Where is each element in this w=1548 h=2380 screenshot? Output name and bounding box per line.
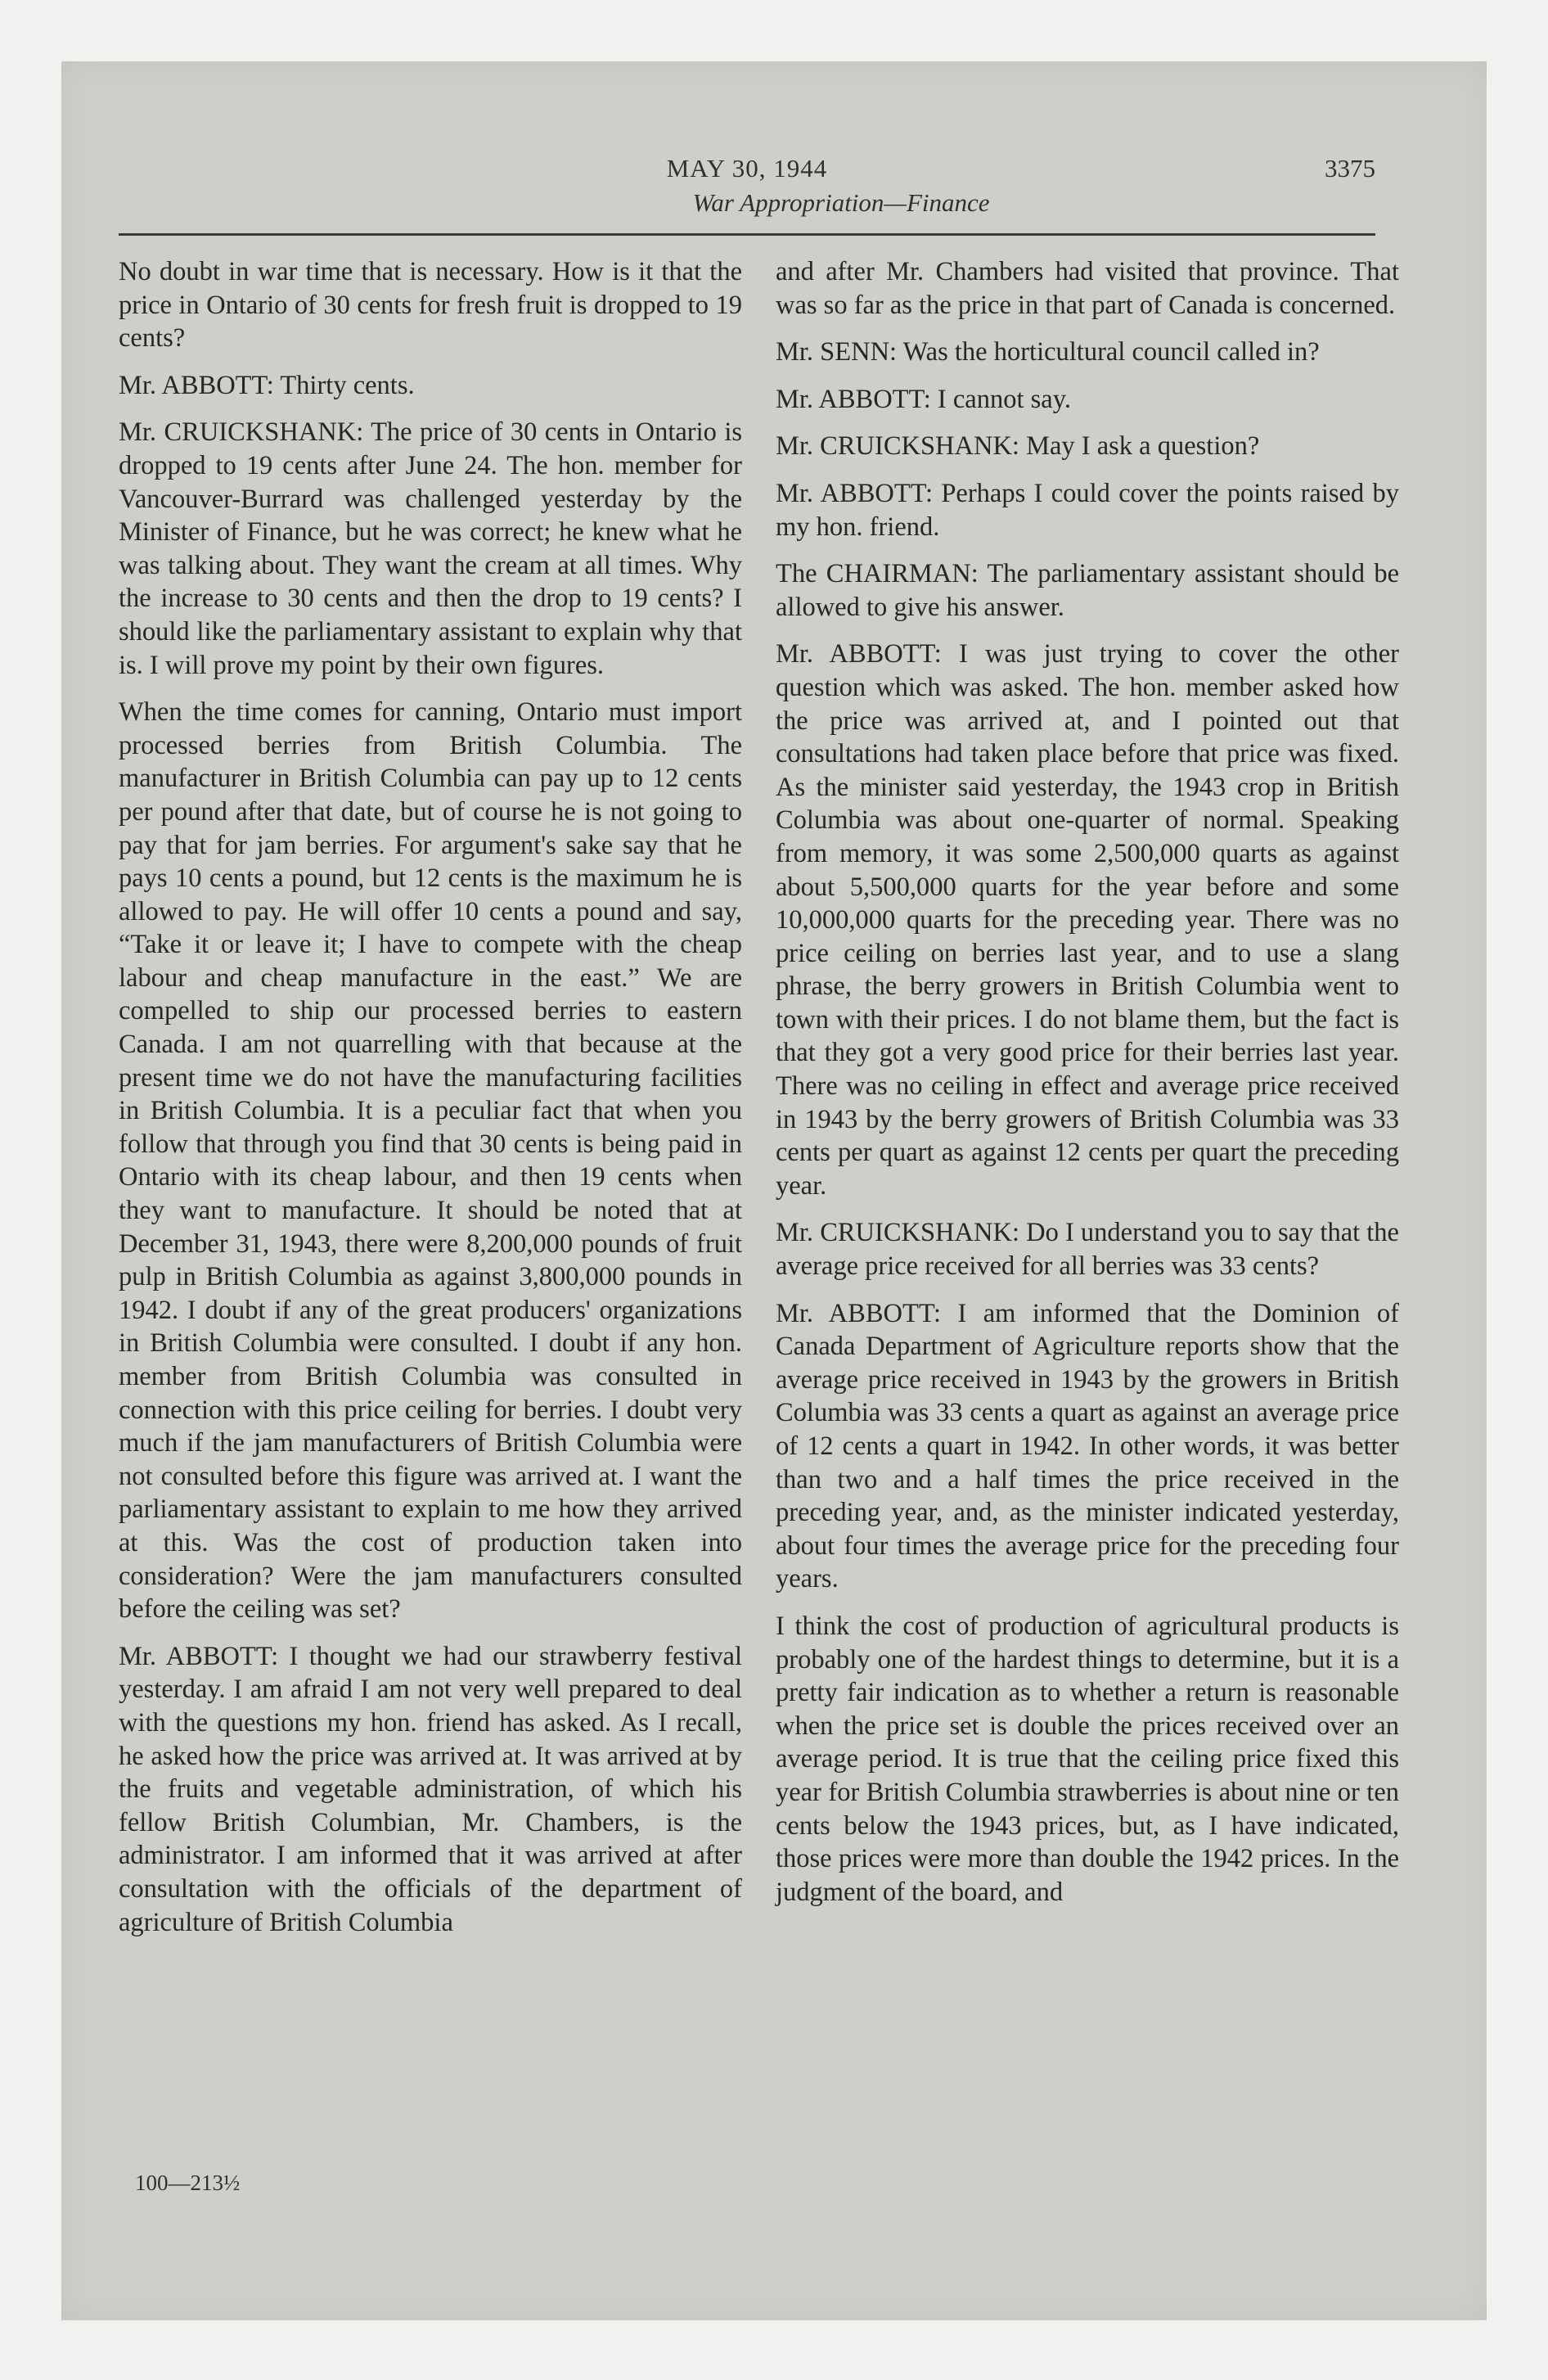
paragraph: No doubt in war time that is necessary. How is it that the price in Ontario of 30 cents for fresh fruit is dropped to 19 cents? — [119, 257, 742, 354]
paragraph: and after Mr. Chambers had visited that province. That was so far as the price in that part of Canada is concerned. — [776, 257, 1399, 320]
paragraph: Mr. ABBOTT: I am informed that the Dominion of Canada Department of Agriculture reports show that the average price received in 1943 by the growers in British Columbia was 33 cents a quart as against an average price of 12 cents a quart in 1942. In other words, it was better than two and a half times the price received in the preceding year, and, as the minister indicated yesterday, about four times the average price for the preceding four years. — [776, 1298, 1399, 1594]
header-date: MAY 30, 1944 — [666, 154, 828, 183]
header-rule — [119, 233, 1375, 236]
paragraph: Mr. CRUICKSHANK: May I ask a question? — [776, 431, 1260, 462]
paragraph: Mr. CRUICKSHANK: The price of 30 cents in Ontario is dropped to 19 cents after June 24. The hon. member for Vancouver-Burrard was challenged yesterday by the Minister of Finance, but he was correct; he knew what he was talking about. They want the cream at all times. Why the increase to 30 cents and then the drop to 19 cents? I should like the parliamentary assistant to explain why that is. I will prove my point by their own figures. — [119, 417, 742, 680]
paragraph: Mr. ABBOTT: I was just trying to cover the other question which was asked. The hon. member asked how the price was arrived at, and I pointed out that consultations had taken place before that price was fixed. As the minister said yesterday, the 1943 crop in British Columbia was about one-quarter of normal. Speaking from memory, it was some 2,500,000 quarts as against about 5,500,000 quarts for the year before and some 10,000,000 quarts for the preceding year. There was no price ceiling on berries last year, and to use a slang phrase, the berry growers in British Columbia went to town with their prices. I do not blame them, but the fact is that they got a very good price for their berries last year. There was no ceiling in effect and average price received in 1943 by the berry growers of British Columbia was 33 cents per quart as against 12 cents per quart the preceding year. — [776, 639, 1399, 1201]
paragraph: Mr. ABBOTT: I thought we had our strawberry festival yesterday. I am afraid I am not very well prepared to deal with the questions my hon. friend has asked. As I recall, he asked how the price was arrived at. It was arrived at by the fruits and vegetable administration, of which his fellow British Columbian, Mr. Chambers, is the administrator. I am informed that it was arrived at after consultation with the officials of the department of agriculture of British Columbia — [119, 1641, 742, 1937]
page-header — [119, 154, 1375, 228]
left-column — [119, 255, 742, 1953]
paragraph: Mr. ABBOTT: Perhaps I could cover the points raised by my hon. friend. — [776, 478, 1399, 542]
paragraph: The CHAIRMAN: The parliamentary assistant should be allowed to give his answer. — [776, 559, 1399, 622]
header-page-number: 3375 — [1325, 154, 1375, 183]
paragraph: Mr. CRUICKSHANK: Do I understand you to say that the average price received for all berries was 33 cents? — [776, 1218, 1399, 1282]
signature-mark: 100—213½ — [135, 2170, 241, 2195]
paragraph: When the time comes for canning, Ontario must import processed berries from British Columbia. The manufacturer in British Columbia can pay up to 12 cents per pound after that date, but of course he is not going to pay that for jam berries. For argument's sake say that he pays 10 cents a pound, but 12 cents is the maximum he is allowed to pay. He will offer 10 cents a pound and say, “Take it or leave it; I have to compete with the cheap labour and cheap manufacture in the east.” We are compelled to ship our processed berries to eastern Canada. I am not quarrelling with that because at the present time we do not have the manufacturing facilities in British Columbia. It is a peculiar fact that when you follow that through you find that 30 cents is being paid in Ontario with its cheap labour, and then 19 cents when they want to manufacture. It should be noted that at December 31, 1943, there were 8,200,000 pounds of fruit pulp in British Columbia as against 3,800,000 pounds in 1942. I doubt if any of the great producers' organizations in British Columbia were consulted. I doubt if any hon. member from British Columbia was consulted in connection with this price ceiling for berries. I doubt very much if the jam manufacturers of British Columbia were not consulted before this figure was arrived at. I want the parliamentary assistant to explain to me how they arrived at this. Was the cost of production taken into consideration? Were the jam manufacturers consulted before the ceiling was set? — [119, 697, 742, 1625]
paragraph: Mr. SENN: Was the horticultural council called in? — [776, 337, 1320, 367]
paragraph: Mr. ABBOTT: Thirty cents. — [119, 370, 415, 400]
header-section-title: War Appropriation—Finance — [692, 188, 990, 217]
right-column — [776, 255, 1399, 1922]
paragraph: Mr. ABBOTT: I cannot say. — [776, 384, 1071, 414]
paragraph: I think the cost of production of agricultural products is probably one of the hardest things to determine, but it is a pretty fair indication as to whether a return is reasonable when the price set is double the prices received over an average period. It is true that the ceiling price fixed this year for British Columbia strawberries is about nine or ten cents below the 1943 prices, but, as I have indicated, those prices were more than double the 1942 prices. In the judgment of the board, and — [776, 1611, 1399, 1907]
